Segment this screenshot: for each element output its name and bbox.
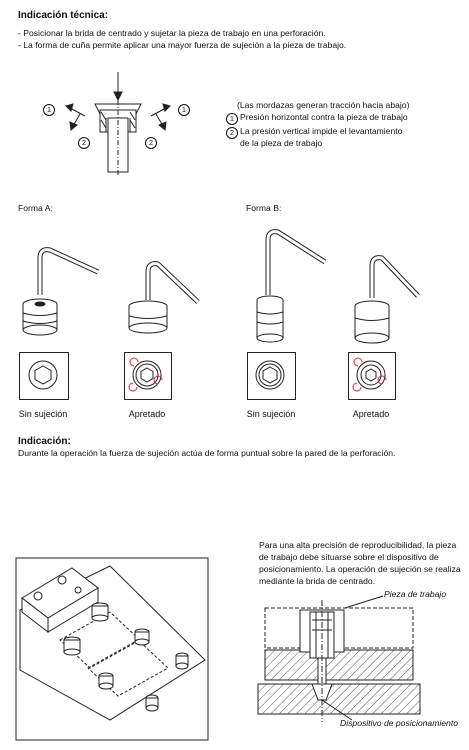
- form-b-label: Forma B:: [246, 203, 282, 213]
- marker-1-left: 1: [43, 104, 55, 116]
- caption-a-unclamped: Sin sujeción: [18, 409, 68, 419]
- caption-b-clamped: Apretado: [352, 409, 390, 419]
- indication-text: Durante la operación la fuerza de sujeción actúa de forma puntual sobre la pared de la perforación.: [18, 448, 396, 458]
- form-a-label: Forma A:: [18, 203, 53, 213]
- topview-b-unclamped: [247, 352, 296, 400]
- positioning-paragraph-1: Para una alta precisión de reproducibilidad, la pieza: [259, 540, 457, 550]
- topview-a-clamped: [124, 352, 172, 400]
- diagram-note: (Las mordazas generan tracción hacia abajo): [237, 100, 410, 110]
- legend-item-1: [226, 112, 408, 125]
- positioning-paragraph-4: mediante la brida de centrado.: [259, 576, 376, 586]
- topview-a-unclamped: [19, 352, 69, 400]
- marker-2-right: 2: [145, 137, 157, 149]
- bullet-2: - La forma de cuña permite aplicar una mayor fuerza de sujeción a la pieza de trabajo.: [18, 40, 347, 50]
- caption-a-clamped: Apretado: [128, 409, 166, 419]
- indication-title: Indicación:: [18, 436, 71, 447]
- legend-text-2a: La presión vertical impide el levantamiento: [240, 126, 403, 136]
- positioning-paragraph-2: de trabajo debe situarse sobre el dispositivo de: [259, 552, 439, 562]
- legend-marker-2: 2: [226, 127, 238, 139]
- label-workpiece: Pieza de trabajo: [384, 589, 447, 599]
- positioning-paragraph-3: posicionamiento. La operación de sujeción se realiza: [259, 564, 461, 574]
- marker-1-right: 1: [178, 104, 190, 116]
- bullet-1: - Posicionar la brida de centrado y sujetar la pieza de trabajo en una perforación.: [18, 28, 326, 38]
- legend-text-1: Presión horizontal contra la pieza de trabajo: [240, 112, 408, 122]
- label-positioning-device: Dispositivo de posicionamiento: [340, 718, 458, 728]
- marker-2-left: 2: [78, 137, 90, 149]
- legend-marker-1: 1: [226, 113, 238, 125]
- topview-b-clamped: [348, 352, 396, 400]
- caption-b-unclamped: Sin sujeción: [246, 409, 296, 419]
- legend-text-2b: de la pieza de trabajo: [240, 138, 323, 148]
- section-title: Indicación técnica:: [18, 10, 109, 21]
